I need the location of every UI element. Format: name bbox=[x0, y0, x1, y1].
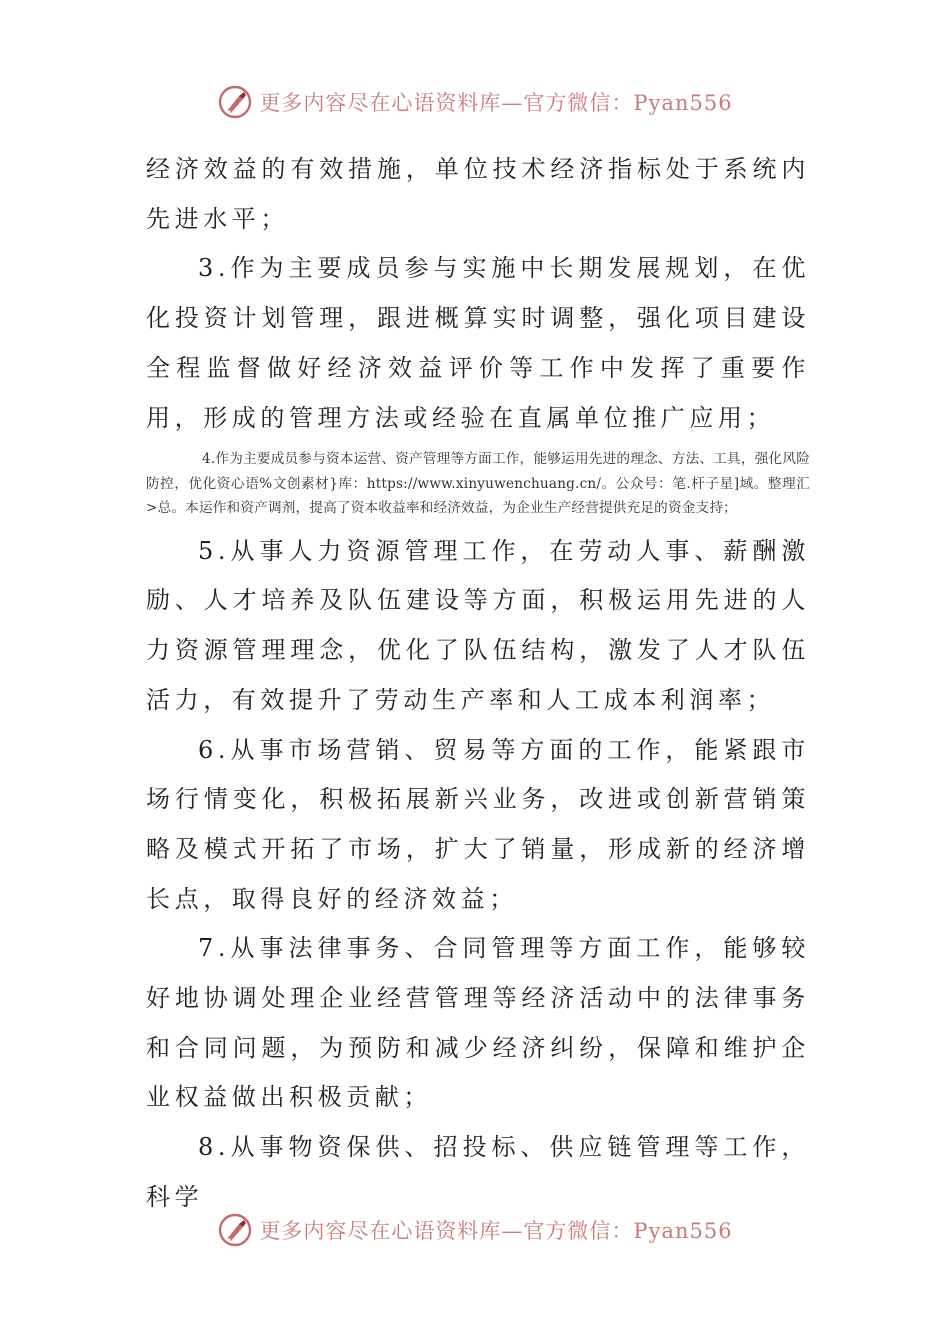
pen-nib-logo-icon bbox=[217, 1212, 253, 1248]
footer-text: 更多内容尽在心语资料库—官方微信：Pyan556 bbox=[259, 1219, 733, 1243]
footer-banner bbox=[0, 1210, 950, 1250]
header-banner bbox=[0, 82, 950, 122]
paragraph-3: 3.作为主要成员参与实施中长期发展规划，在优化投资计划管理，跟进概算实时调整，强化项目建设全程监督做好经济效益评价等工作中发挥了重要作用，形成的管理方法或经验在直属单位推广应用； bbox=[146, 254, 810, 432]
header-text: 更多内容尽在心语资料库—官方微信：Pyan556 bbox=[259, 91, 733, 115]
paragraph-7: 7.从事法律事务、合同管理等方面工作，能够较好地协调处理企业经营管理等经济活动中的法律事务和合同问题，为预防和减少经济纠纷，保障和维护企业权益做出积极贡献； bbox=[146, 934, 810, 1112]
paragraph-4-small: 4.作为主要成员参与资本运营、资产管理等方面工作，能够运用先进的理念、方法、工具，强化风险防控，优化资心语%文创素材}库：https://www.xinyuwenchuang.cn/。公众号：笔.杆子星]域。整理汇>总。本运作和资产调剂，提高了资本收益率和经济效益，为企业生产经营提供充足的资金支持； bbox=[146, 451, 810, 517]
pen-nib-logo-icon bbox=[217, 84, 253, 120]
paragraph-2-continuation: 经济效益的有效措施，单位技术经济指标处于系统内先进水平； bbox=[146, 155, 810, 233]
paragraph-8: 8.从事物资保供、招投标、供应链管理等工作，科学 bbox=[146, 1133, 810, 1211]
paragraph-5: 5.从事人力资源管理工作，在劳动人事、薪酬激励、人才培养及队伍建设等方面，积极运用先进的人力资源管理理念，优化了队伍结构，激发了人才队伍活力，有效提升了劳动生产率和人工成本利润率； bbox=[146, 536, 810, 714]
document-body bbox=[146, 145, 810, 1223]
paragraph-6: 6.从事市场营销、贸易等方面的工作，能紧跟市场行情变化，积极拓展新兴业务，改进或创新营销策略及模式开拓了市场，扩大了销量，形成新的经济增长点，取得良好的经济效益； bbox=[146, 735, 810, 913]
